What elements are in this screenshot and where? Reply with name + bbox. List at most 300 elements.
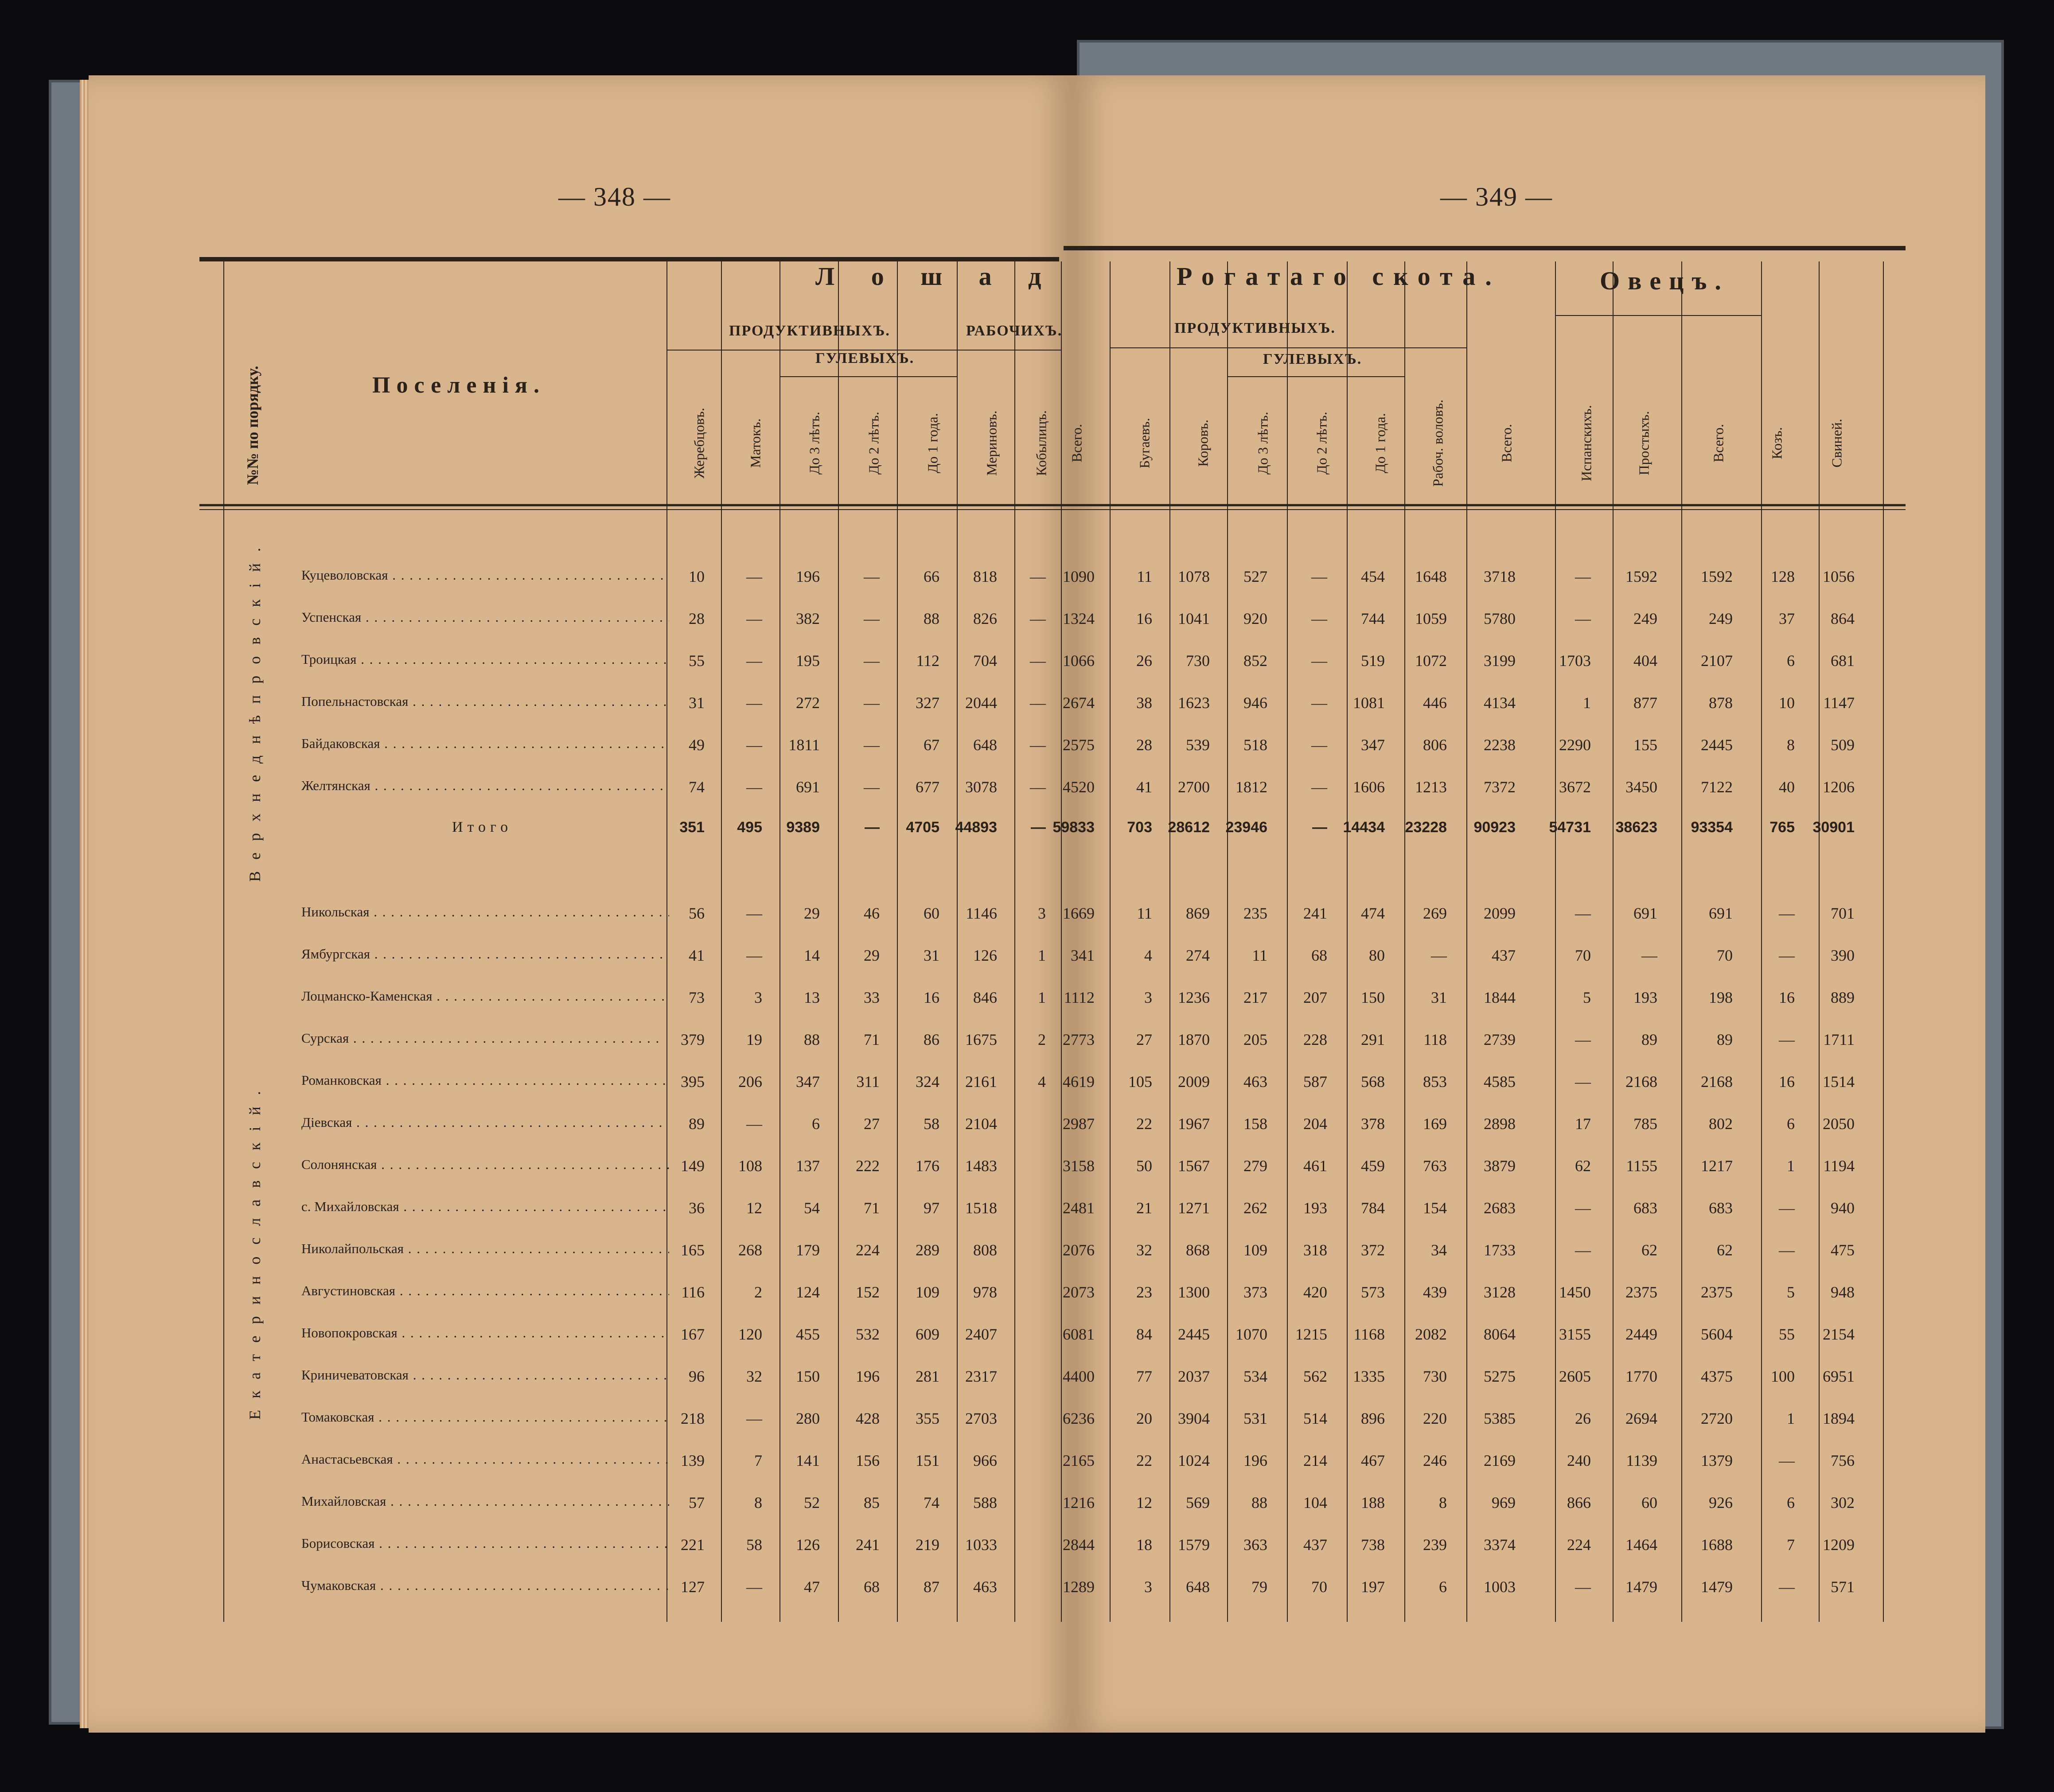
cell-col-3: 126 xyxy=(796,1536,820,1554)
settlement-name: Сурская . . . xyxy=(301,1030,669,1046)
cell-col-20: 1209 xyxy=(1823,1536,1855,1554)
column-header-11: До 3 лѣтъ. xyxy=(1255,412,1271,475)
cell-col-14: 806 xyxy=(1423,736,1447,754)
column-header-9: Бугаевъ. xyxy=(1136,418,1153,468)
cell-col-20: 1894 xyxy=(1823,1410,1855,1427)
cell-col-1: 10 xyxy=(689,568,705,585)
cell-col-13: 1168 xyxy=(1353,1325,1385,1343)
cell-col-15: 437 xyxy=(1492,947,1516,964)
cell-col-6: 463 xyxy=(973,1578,997,1596)
cell-col-5: 112 xyxy=(916,652,939,670)
table-row xyxy=(0,946,2054,973)
cell-col-14: 763 xyxy=(1423,1157,1447,1175)
cell-col-8: 4520 xyxy=(1063,778,1095,796)
cell-col-10: 1024 xyxy=(1178,1452,1210,1469)
gulevykh-header-horses: ГУЛЕВЫХЪ. xyxy=(815,350,915,366)
cell-col-5: 97 xyxy=(924,1199,939,1217)
cell-col-2: 8 xyxy=(754,1494,762,1512)
cell-col-3: 88 xyxy=(804,1031,820,1048)
cell-col-5: 74 xyxy=(924,1494,939,1512)
cell-col-2: 32 xyxy=(746,1367,762,1385)
table-row xyxy=(0,1283,2054,1309)
cell-col-6: 44893 xyxy=(955,819,997,836)
cell-col-1: 73 xyxy=(689,989,705,1006)
cell-col-18: 62 xyxy=(1717,1241,1733,1259)
cell-col-3: 29 xyxy=(804,904,820,922)
cell-col-2: — xyxy=(746,947,762,964)
cell-col-3: 124 xyxy=(796,1283,820,1301)
cell-col-11: 262 xyxy=(1243,1199,1267,1217)
settlement-name: Успенская . . . xyxy=(301,609,669,625)
cell-col-13: 573 xyxy=(1361,1283,1385,1301)
cell-col-20: 1711 xyxy=(1823,1031,1855,1048)
table-row xyxy=(0,1535,2054,1562)
cell-col-3: 1811 xyxy=(788,736,820,754)
column-header-17: Простыхъ. xyxy=(1636,411,1652,475)
cell-col-4: — xyxy=(865,819,880,836)
column-header-1: Жеребцовъ. xyxy=(691,408,707,479)
cell-col-17: — xyxy=(1641,947,1657,964)
cell-col-17: 1464 xyxy=(1625,1536,1657,1554)
cell-col-12: 214 xyxy=(1303,1452,1327,1469)
cell-col-16: — xyxy=(1575,1073,1591,1091)
cell-col-1: 149 xyxy=(681,1157,705,1175)
cell-col-4: 428 xyxy=(856,1410,880,1427)
cell-col-9: 77 xyxy=(1136,1367,1152,1385)
cell-col-15: 4585 xyxy=(1484,1073,1516,1091)
cell-col-1: 395 xyxy=(681,1073,705,1091)
cell-col-19: 128 xyxy=(1771,568,1795,585)
cell-col-10: 1567 xyxy=(1178,1157,1210,1175)
cell-col-12: 1215 xyxy=(1295,1325,1327,1343)
cell-col-6: 588 xyxy=(973,1494,997,1512)
cell-col-20: 864 xyxy=(1831,610,1855,627)
cell-col-12: 318 xyxy=(1303,1241,1327,1259)
cell-col-2: — xyxy=(746,1410,762,1427)
cell-col-6: 126 xyxy=(973,947,997,964)
cell-col-6: 2317 xyxy=(965,1367,997,1385)
cell-col-2: 19 xyxy=(746,1031,762,1048)
cell-col-9: 26 xyxy=(1136,652,1152,670)
cell-col-6: 2407 xyxy=(965,1325,997,1343)
cell-col-16: — xyxy=(1575,568,1591,585)
cell-col-15: 2099 xyxy=(1484,904,1516,922)
cell-col-19: 1 xyxy=(1787,1410,1795,1427)
cell-col-4: 222 xyxy=(856,1157,880,1175)
cell-col-15: 2739 xyxy=(1484,1031,1516,1048)
cell-col-13: 454 xyxy=(1361,568,1385,585)
cell-col-11: 363 xyxy=(1243,1536,1267,1554)
table-row xyxy=(0,736,2054,762)
cell-col-17: 683 xyxy=(1633,1199,1657,1217)
cell-col-19: 8 xyxy=(1787,736,1795,754)
cell-col-13: 188 xyxy=(1361,1494,1385,1512)
cell-col-2: 108 xyxy=(738,1157,762,1175)
settlements-header: Поселенія. xyxy=(372,373,546,398)
cell-col-1: 55 xyxy=(689,652,705,670)
cell-col-13: 1081 xyxy=(1353,694,1385,712)
cell-col-20: 390 xyxy=(1831,947,1855,964)
cell-col-14: 2082 xyxy=(1415,1325,1447,1343)
cell-col-5: 16 xyxy=(924,989,939,1006)
cell-col-12: 241 xyxy=(1303,904,1327,922)
cell-col-20: 475 xyxy=(1831,1241,1855,1259)
column-header-19: Козъ. xyxy=(1769,427,1785,460)
cell-col-9: 16 xyxy=(1136,610,1152,627)
column-header-14: Рабоч. воловъ. xyxy=(1430,399,1446,487)
cell-col-12: 70 xyxy=(1311,1578,1327,1596)
cell-col-3: 691 xyxy=(796,778,820,796)
cell-col-7: — xyxy=(1031,819,1046,836)
cell-col-18: 2107 xyxy=(1701,652,1733,670)
cell-col-14: 239 xyxy=(1423,1536,1447,1554)
cell-col-4: — xyxy=(864,694,880,712)
cell-col-11: 920 xyxy=(1243,610,1267,627)
cell-col-4: 27 xyxy=(864,1115,880,1133)
cell-col-3: 52 xyxy=(804,1494,820,1512)
cell-col-20: 1514 xyxy=(1823,1073,1855,1091)
cell-col-18: 926 xyxy=(1709,1494,1733,1512)
cell-col-19: 6 xyxy=(1787,1494,1795,1512)
cell-col-6: 704 xyxy=(973,652,997,670)
cell-col-5: 60 xyxy=(924,904,939,922)
table-row xyxy=(0,988,2054,1015)
cell-col-17: 89 xyxy=(1641,1031,1657,1048)
cell-col-5: 31 xyxy=(924,947,939,964)
cell-col-2: 58 xyxy=(746,1536,762,1554)
table-row xyxy=(0,1072,2054,1099)
cell-col-15: 3718 xyxy=(1484,568,1516,585)
cell-col-3: 14 xyxy=(804,947,820,964)
cell-col-9: 84 xyxy=(1136,1325,1152,1343)
table-row xyxy=(0,651,2054,678)
cell-col-17: 2375 xyxy=(1625,1283,1657,1301)
cell-col-11: 196 xyxy=(1243,1452,1267,1469)
cell-col-10: 1041 xyxy=(1178,610,1210,627)
cell-col-7: — xyxy=(1030,568,1046,585)
cell-col-16: 2605 xyxy=(1559,1367,1591,1385)
cell-col-1: 167 xyxy=(681,1325,705,1343)
cell-col-14: 220 xyxy=(1423,1410,1447,1427)
cell-col-6: 966 xyxy=(973,1452,997,1469)
cell-col-12: 104 xyxy=(1303,1494,1327,1512)
cell-col-16: 5 xyxy=(1583,989,1591,1006)
cell-col-14: — xyxy=(1431,947,1447,964)
cell-col-10: 1579 xyxy=(1178,1536,1210,1554)
cell-col-19: — xyxy=(1779,1199,1795,1217)
settlement-name: Новопокровская . . . xyxy=(301,1325,669,1341)
cell-col-15: 3374 xyxy=(1484,1536,1516,1554)
cell-col-17: 193 xyxy=(1633,989,1657,1006)
cell-col-5: 58 xyxy=(924,1115,939,1133)
sheep-group-header: Овецъ. xyxy=(1600,266,1729,295)
cell-col-9: 32 xyxy=(1136,1241,1152,1259)
cell-col-3: 347 xyxy=(796,1073,820,1091)
cell-col-20: 571 xyxy=(1831,1578,1855,1596)
cell-col-7: 2 xyxy=(1038,1031,1046,1048)
cell-col-8: 2073 xyxy=(1063,1283,1095,1301)
cell-col-1: 379 xyxy=(681,1031,705,1048)
cell-col-14: 154 xyxy=(1423,1199,1447,1217)
column-header-10: Коровъ. xyxy=(1195,419,1211,467)
cell-col-9: 21 xyxy=(1136,1199,1152,1217)
cell-col-18: 198 xyxy=(1709,989,1733,1006)
cell-col-6: 978 xyxy=(973,1283,997,1301)
cell-col-19: 6 xyxy=(1787,1115,1795,1133)
cell-col-14: 34 xyxy=(1431,1241,1447,1259)
gulevykh-header-cattle: ГУЛЕВЫХЪ. xyxy=(1263,351,1362,367)
cell-col-19: — xyxy=(1779,1241,1795,1259)
cell-col-4: — xyxy=(864,652,880,670)
table-row xyxy=(0,1241,2054,1267)
cell-col-10: 1300 xyxy=(1178,1283,1210,1301)
cell-col-13: 744 xyxy=(1361,610,1385,627)
group-label-ekaterinoslavsky: Екатеринославскій. xyxy=(246,1079,264,1420)
cell-col-8: 2165 xyxy=(1063,1452,1095,1469)
cell-col-5: 355 xyxy=(916,1410,939,1427)
cell-col-17: 155 xyxy=(1633,736,1657,754)
cell-col-1: 139 xyxy=(681,1452,705,1469)
cell-col-6: 648 xyxy=(973,736,997,754)
cell-col-1: 89 xyxy=(689,1115,705,1133)
cell-col-4: 156 xyxy=(856,1452,880,1469)
cell-col-9: 50 xyxy=(1136,1157,1152,1175)
cell-col-9: 11 xyxy=(1137,568,1152,585)
cell-col-4: — xyxy=(864,568,880,585)
cell-col-2: 268 xyxy=(738,1241,762,1259)
cell-col-4: 224 xyxy=(856,1241,880,1259)
cell-col-6: 2703 xyxy=(965,1410,997,1427)
cell-col-15: 7372 xyxy=(1484,778,1516,796)
cell-col-3: 382 xyxy=(796,610,820,627)
cell-col-19: 40 xyxy=(1779,778,1795,796)
cell-col-20: 681 xyxy=(1831,652,1855,670)
cell-col-19: — xyxy=(1779,1031,1795,1048)
cell-col-19: 765 xyxy=(1769,819,1795,836)
cell-col-17: 2694 xyxy=(1625,1410,1657,1427)
cell-col-20: 302 xyxy=(1831,1494,1855,1512)
cell-col-5: 4705 xyxy=(906,819,939,836)
settlement-name: Никольская . . . xyxy=(301,904,669,920)
cell-col-11: 463 xyxy=(1243,1073,1267,1091)
cell-col-13: 1606 xyxy=(1353,778,1385,796)
cell-col-2: 12 xyxy=(746,1199,762,1217)
cell-col-20: 2154 xyxy=(1823,1325,1855,1343)
cell-col-11: 23946 xyxy=(1225,819,1267,836)
column-header-6: Мериновъ. xyxy=(983,410,1000,476)
cell-col-8: 2575 xyxy=(1063,736,1095,754)
cell-col-12: 207 xyxy=(1303,989,1327,1006)
cell-col-10: 3904 xyxy=(1178,1410,1210,1427)
cell-col-14: 1213 xyxy=(1415,778,1447,796)
cell-col-6: 2161 xyxy=(965,1073,997,1091)
cell-col-3: 13 xyxy=(804,989,820,1006)
cell-col-10: 28612 xyxy=(1168,819,1210,836)
cell-col-7: 1 xyxy=(1038,947,1046,964)
cell-col-18: 70 xyxy=(1717,947,1733,964)
cell-col-6: 2104 xyxy=(965,1115,997,1133)
cell-col-15: 969 xyxy=(1492,1494,1516,1512)
cell-col-1: 57 xyxy=(689,1494,705,1512)
cell-col-2: 120 xyxy=(738,1325,762,1343)
cell-col-14: 1059 xyxy=(1415,610,1447,627)
cell-col-19: — xyxy=(1779,1578,1795,1596)
cell-col-11: 1070 xyxy=(1236,1325,1267,1343)
cell-col-8: 2674 xyxy=(1063,694,1095,712)
cell-col-3: 150 xyxy=(796,1367,820,1385)
cell-col-11: 518 xyxy=(1243,736,1267,754)
cell-col-17: 249 xyxy=(1633,610,1657,627)
table-row xyxy=(0,1367,2054,1394)
cell-col-2: — xyxy=(746,568,762,585)
cell-col-8: 6081 xyxy=(1063,1325,1095,1343)
cell-col-14: 118 xyxy=(1423,1031,1447,1048)
cell-col-4: — xyxy=(864,778,880,796)
cell-col-8: 2844 xyxy=(1063,1536,1095,1554)
productive-header-cattle: ПРОДУКТИВНЫХЪ. xyxy=(1174,320,1336,336)
cell-col-12: 437 xyxy=(1303,1536,1327,1554)
cell-col-5: 324 xyxy=(916,1073,939,1091)
cell-col-16: 62 xyxy=(1575,1157,1591,1175)
cell-col-5: 289 xyxy=(916,1241,939,1259)
cell-col-8: 1090 xyxy=(1063,568,1095,585)
cell-col-14: 269 xyxy=(1423,904,1447,922)
cell-col-19: 6 xyxy=(1787,652,1795,670)
cell-col-19: 37 xyxy=(1779,610,1795,627)
cell-col-11: 109 xyxy=(1243,1241,1267,1259)
cell-col-14: 439 xyxy=(1423,1283,1447,1301)
cell-col-3: 272 xyxy=(796,694,820,712)
cell-col-13: 1335 xyxy=(1353,1367,1385,1385)
column-header-16: Испанскихъ. xyxy=(1578,405,1594,481)
cell-col-7: — xyxy=(1030,736,1046,754)
cell-col-11: 852 xyxy=(1243,652,1267,670)
settlement-name: Ямбургская . . . xyxy=(301,946,669,962)
cell-col-19: 5 xyxy=(1787,1283,1795,1301)
cell-col-10: 2445 xyxy=(1178,1325,1210,1343)
settlement-name: Романковская . . . xyxy=(301,1072,669,1088)
cell-col-1: 351 xyxy=(679,819,705,836)
cell-col-4: 33 xyxy=(864,989,880,1006)
cell-col-5: 67 xyxy=(924,736,939,754)
cell-col-17: 1139 xyxy=(1626,1452,1657,1469)
cell-col-17: 1592 xyxy=(1625,568,1657,585)
cell-col-10: 1870 xyxy=(1178,1031,1210,1048)
cell-col-17: 877 xyxy=(1633,694,1657,712)
cell-col-5: 609 xyxy=(916,1325,939,1343)
cell-col-10: 648 xyxy=(1186,1578,1210,1596)
cell-col-18: 1688 xyxy=(1701,1536,1733,1554)
cell-col-10: 1271 xyxy=(1178,1199,1210,1217)
cell-col-16: 3672 xyxy=(1559,778,1591,796)
cell-col-17: 60 xyxy=(1641,1494,1657,1512)
cell-col-20: 6951 xyxy=(1823,1367,1855,1385)
cell-col-18: 93354 xyxy=(1691,819,1733,836)
cell-col-10: 539 xyxy=(1186,736,1210,754)
cell-col-9: 18 xyxy=(1136,1536,1152,1554)
cell-col-12: 204 xyxy=(1303,1115,1327,1133)
cell-col-8: 4400 xyxy=(1063,1367,1095,1385)
cell-col-3: 196 xyxy=(796,568,820,585)
cell-col-4: 71 xyxy=(864,1199,880,1217)
cell-col-4: 241 xyxy=(856,1536,880,1554)
cell-col-13: 519 xyxy=(1361,652,1385,670)
cell-col-16: — xyxy=(1575,1031,1591,1048)
cell-col-16: 26 xyxy=(1575,1410,1591,1427)
table-row xyxy=(0,1409,2054,1436)
cell-col-9: 3 xyxy=(1144,989,1152,1006)
cell-col-13: 784 xyxy=(1361,1199,1385,1217)
cell-col-15: 3128 xyxy=(1484,1283,1516,1301)
cell-col-5: 327 xyxy=(916,694,939,712)
column-header-8: Всего. xyxy=(1068,424,1085,463)
cell-col-18: 249 xyxy=(1709,610,1733,627)
cell-col-13: 738 xyxy=(1361,1536,1385,1554)
cell-col-7: — xyxy=(1030,694,1046,712)
settlement-name: Борисовская . . . xyxy=(301,1535,669,1551)
cell-col-8: 2773 xyxy=(1063,1031,1095,1048)
cell-col-15: 1733 xyxy=(1484,1241,1516,1259)
cell-col-2: — xyxy=(746,736,762,754)
cell-col-4: 152 xyxy=(856,1283,880,1301)
cell-col-8: 4619 xyxy=(1063,1073,1095,1091)
settlement-name: Попельнастовская . . . xyxy=(301,693,669,709)
cell-col-5: 66 xyxy=(924,568,939,585)
column-header-5: До 1 года. xyxy=(924,413,941,473)
cell-col-8: 3158 xyxy=(1063,1157,1095,1175)
cell-col-10: 274 xyxy=(1186,947,1210,964)
cell-col-12: — xyxy=(1312,819,1327,836)
cell-col-3: 141 xyxy=(796,1452,820,1469)
cell-col-1: 31 xyxy=(689,694,705,712)
cell-col-11: 531 xyxy=(1243,1410,1267,1427)
cell-col-8: 59833 xyxy=(1052,819,1095,836)
cell-col-12: 228 xyxy=(1303,1031,1327,1048)
cattle-group-header: Рогатаго скота. xyxy=(1177,262,1501,291)
cell-col-20: 2050 xyxy=(1823,1115,1855,1133)
cell-col-4: — xyxy=(864,610,880,627)
cell-col-9: 41 xyxy=(1136,778,1152,796)
cell-col-6: 1146 xyxy=(966,904,997,922)
cell-col-13: 14434 xyxy=(1343,819,1385,836)
cell-col-15: 2683 xyxy=(1484,1199,1516,1217)
cell-col-18: 89 xyxy=(1717,1031,1733,1048)
cell-col-8: 2076 xyxy=(1063,1241,1095,1259)
column-header-7: Кобылицъ. xyxy=(1033,410,1049,476)
productive-header-horses: ПРОДУКТИВНЫХЪ. xyxy=(729,323,890,339)
cell-col-4: 71 xyxy=(864,1031,880,1048)
cell-col-14: 730 xyxy=(1423,1367,1447,1385)
cell-col-15: 2169 xyxy=(1484,1452,1516,1469)
column-header-18: Всего. xyxy=(1710,424,1727,463)
cell-col-2: 7 xyxy=(754,1452,762,1469)
cell-col-1: 116 xyxy=(681,1283,705,1301)
cell-col-10: 1623 xyxy=(1178,694,1210,712)
cell-col-7: 4 xyxy=(1038,1073,1046,1091)
cell-col-20: 1194 xyxy=(1823,1157,1855,1175)
column-header-20: Свиней. xyxy=(1828,418,1845,468)
cell-col-13: 896 xyxy=(1361,1410,1385,1427)
cell-col-2: — xyxy=(746,652,762,670)
cell-col-16: 224 xyxy=(1567,1536,1591,1554)
cell-col-20: 1206 xyxy=(1823,778,1855,796)
cell-col-2: 206 xyxy=(738,1073,762,1091)
cell-col-2: — xyxy=(746,610,762,627)
cell-col-10: 730 xyxy=(1186,652,1210,670)
cell-col-8: 1324 xyxy=(1063,610,1095,627)
cell-col-4: — xyxy=(864,736,880,754)
cell-col-11: 1812 xyxy=(1236,778,1267,796)
